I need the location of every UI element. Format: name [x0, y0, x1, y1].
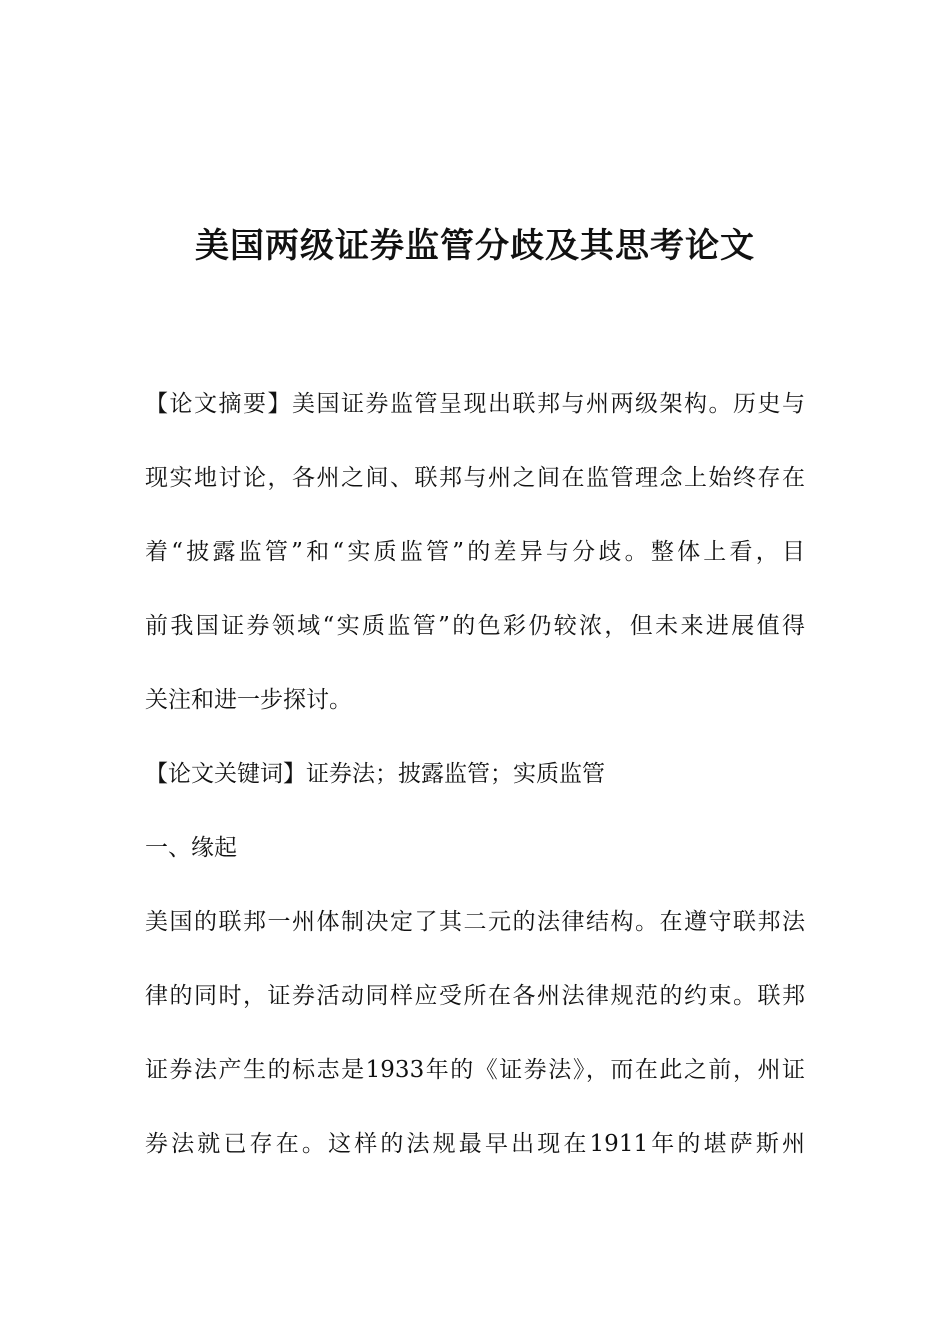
abstract-line-2: 现实地讨论，各州之间、联邦与州之间在监管理念上始终存在 [145, 465, 805, 491]
abstract-line-4: 前我国证券领域“实质监管”的色彩仍较浓，但未来进展值得 [145, 613, 805, 639]
body-line-4: 券法就已存在。这样的法规最早出现在1911年的堪萨斯州 [145, 1131, 805, 1157]
document-title: 美国两级证券监管分歧及其思考论文 [195, 226, 755, 266]
body-line-2: 律的同时，证券活动同样应受所在各州法律规范的约束。联邦 [145, 983, 805, 1009]
section-heading: 一、缘起 [145, 835, 237, 861]
abstract-line-3: 着“披露监管”和“实质监管”的差异与分歧。整体上看，目 [145, 539, 805, 565]
abstract-line-5: 关注和进一步探讨。 [145, 687, 352, 713]
body-line-1: 美国的联邦一州体制决定了其二元的法律结构。在遵守联邦法 [145, 909, 805, 935]
abstract-line-1: 【论文摘要】美国证券监管呈现出联邦与州两级架构。历史与 [145, 391, 805, 417]
keywords-line: 【论文关键词】证券法；披露监管；实质监管 [145, 761, 605, 787]
body-line-3: 证券法产生的标志是1933年的《证券法》，而在此之前，州证 [145, 1057, 805, 1083]
